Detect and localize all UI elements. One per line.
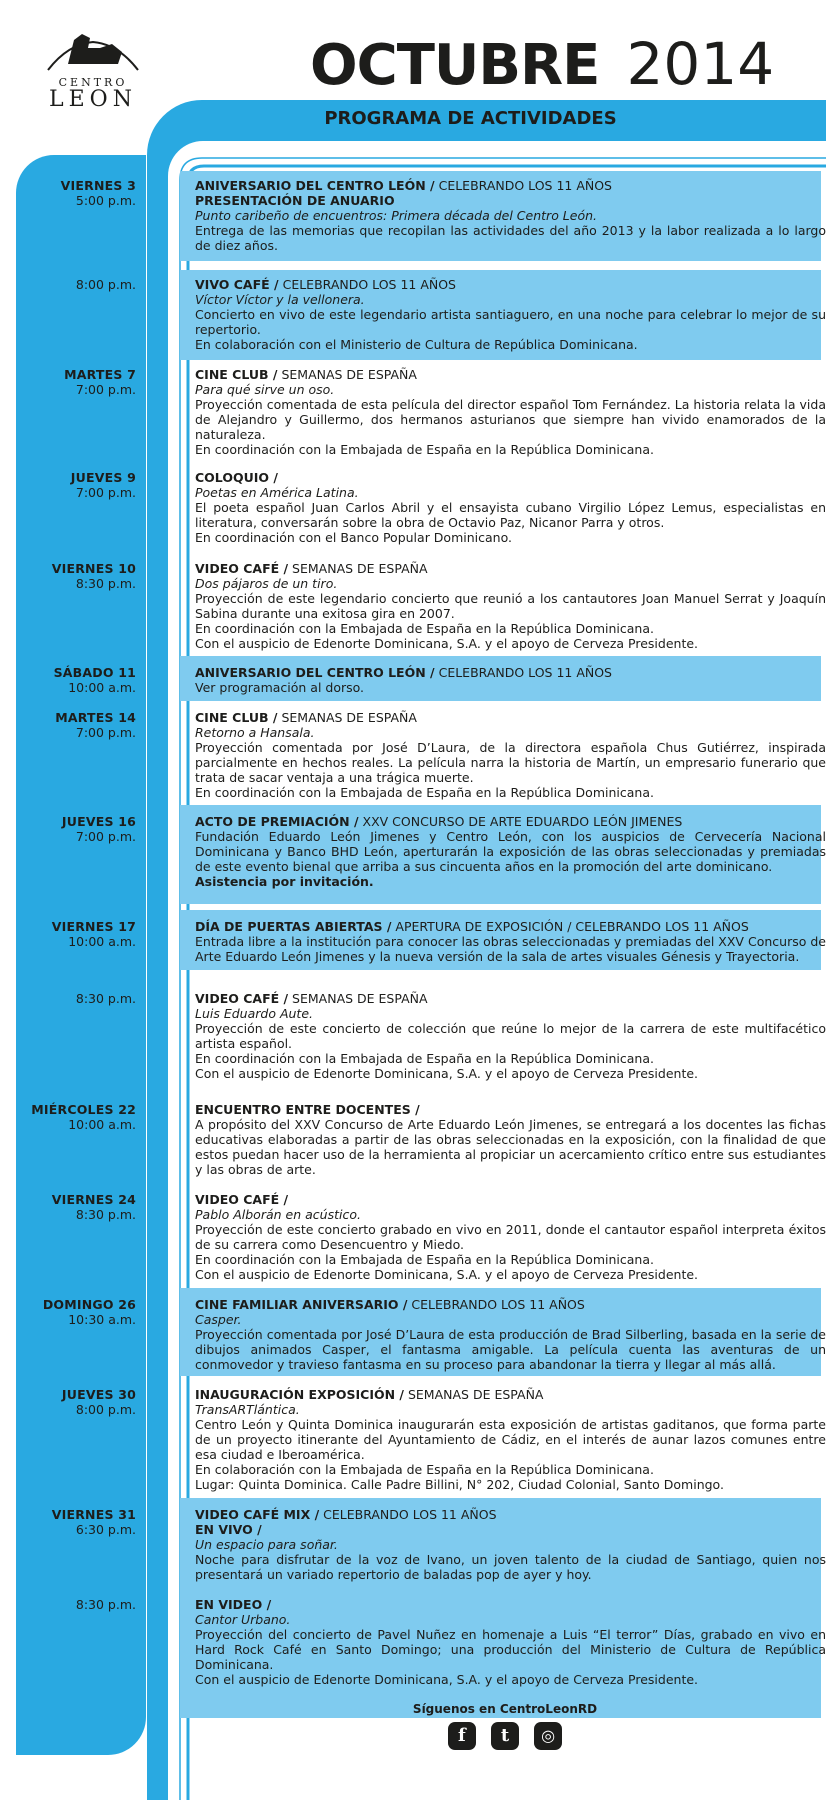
event-subcategory: CELEBRANDO LOS 11 AÑOS — [438, 178, 612, 193]
event-item — [195, 277, 826, 352]
event-subcategory: CELEBRANDO LOS 11 AÑOS — [438, 665, 612, 680]
event-date: JUEVES 9 — [70, 470, 136, 485]
event-category: ANIVERSARIO DEL CENTRO LEÓN / — [195, 178, 435, 193]
event-description: Con el auspicio de Edenorte Dominicana, S.A. y el apoyo de Cerveza Presidente. — [195, 1267, 699, 1282]
event-item — [195, 1597, 826, 1687]
event-time: 8:30 p.m. — [75, 991, 136, 1006]
event-category: CINE CLUB / — [195, 710, 278, 725]
twitter-icon[interactable]: t — [491, 1722, 519, 1750]
event-description: Concierto en vivo de este legendario artista santiaguero, en una noche para celebrar lo mejor de su repertorio. — [195, 307, 826, 337]
event-time: 8:30 p.m. — [75, 576, 136, 591]
event-date: JUEVES 16 — [61, 814, 136, 829]
event-date-time — [55, 710, 136, 740]
event-date-time — [64, 367, 136, 397]
event-description: En colaboración con la Embajada de España en la República Dominicana. — [195, 1462, 654, 1477]
event-time: 10:00 a.m. — [68, 680, 136, 695]
event-item — [195, 561, 826, 651]
logo-small-text: CENTRO — [58, 76, 128, 89]
facebook-icon[interactable]: f — [448, 1722, 476, 1750]
event-description: En colaboración con el Ministerio de Cultura de República Dominicana. — [195, 337, 638, 352]
event-category: ENCUENTRO ENTRE DOCENTES / — [195, 1102, 420, 1117]
event-subcategory: CELEBRANDO LOS 11 AÑOS — [411, 1297, 585, 1312]
event-description: Centro León y Quinta Dominica inaugurarán esta exposición de artistas gaditanos, que forma parte de un proyecto itinerante del Ayuntamiento de Cádiz, en el interés de aunar lazos comunes entre esa ciudad e Iberoamérica. — [195, 1417, 826, 1462]
event-title: Dos pájaros de un tiro. — [195, 576, 338, 591]
lion-icon — [38, 30, 148, 74]
event-description: Noche para disfrutar de la voz de Ivano, un joven talento de la ciudad de Santiago, quien nos presentará un variado repertorio de baladas pop de ayer y hoy. — [195, 1552, 826, 1582]
event-heading — [195, 1297, 826, 1312]
event-category: ANIVERSARIO DEL CENTRO LEÓN / — [195, 665, 435, 680]
event-title: Casper. — [195, 1312, 242, 1327]
event-date-time — [71, 470, 136, 500]
event-date: SÁBADO 11 — [53, 665, 136, 680]
event-description: Ver programación al dorso. — [195, 680, 365, 695]
event-title: Punto caribeño de encuentros: Primera década del Centro León. — [195, 208, 598, 223]
event-heading — [195, 1102, 826, 1117]
event-heading — [195, 991, 826, 1006]
event-item — [195, 919, 826, 964]
event-date: VIERNES 31 — [51, 1507, 136, 1522]
event-title: Retorno a Hansala. — [195, 725, 315, 740]
date-column — [16, 155, 136, 1755]
event-extra-heading: EN VIVO / — [195, 1522, 262, 1537]
event-time: 10:00 a.m. — [68, 1117, 136, 1132]
event-description: Proyección comentada por José D’Laura de esta producción de Brad Silberling, basada en la serie de dibujos animados Casper, el fantasma amigable. La película cuenta las aventuras de un conmovedor y travieso fantasma en su proceso para abandonar la tierra y llegar al más allá. — [195, 1327, 826, 1372]
event-category: VIVO CAFÉ / — [195, 277, 279, 292]
event-time: 6:30 p.m. — [75, 1522, 136, 1537]
event-date-time — [61, 178, 136, 208]
event-description: Proyección de este concierto grabado en vivo en 2011, donde el cantautor español interpreta éxitos de su carrera como Desencuentro y Miedo. — [195, 1222, 826, 1252]
event-subcategory: CELEBRANDO LOS 11 AÑOS — [323, 1507, 497, 1522]
event-date: MARTES 7 — [64, 367, 136, 382]
event-heading — [195, 367, 826, 382]
event-description: Con el auspicio de Edenorte Dominicana, S.A. y el apoyo de Cerveza Presidente. — [195, 636, 699, 651]
event-time: 10:30 a.m. — [68, 1312, 136, 1327]
event-title: Poetas en América Latina. — [195, 485, 359, 500]
event-category: VIDEO CAFÉ / — [195, 991, 289, 1006]
event-description: En coordinación con la Embajada de España en la República Dominicana. — [195, 1051, 654, 1066]
event-item — [195, 1102, 826, 1177]
event-note: Asistencia por invitación. — [195, 874, 374, 889]
event-description: Entrega de las memorias que recopilan las actividades del año 2013 y la labor realizada a lo largo de diez años. — [195, 223, 826, 253]
event-time: 7:00 p.m. — [75, 829, 136, 844]
event-description: Con el auspicio de Edenorte Dominicana, S.A. y el apoyo de Cerveza Presidente. — [195, 1672, 699, 1687]
event-time: 8:00 p.m. — [75, 277, 136, 292]
event-date: MIÉRCOLES 22 — [31, 1102, 136, 1117]
event-date-time — [62, 814, 136, 844]
event-description: Con el auspicio de Edenorte Dominicana, S.A. y el apoyo de Cerveza Presidente. — [195, 1066, 699, 1081]
event-description: Proyección comentada por José D’Laura, de la directora española Chus Gutiérrez, inspirada parcialmente en hechos reales. La película narra la historia de Martín, un empresario funerario que trata de sacar ventaja a una trágica muerte. — [195, 740, 826, 785]
event-category: ACTO DE PREMIACIÓN / — [195, 814, 359, 829]
event-item — [195, 1297, 826, 1372]
event-description: Proyección comentada de esta película del director español Tom Fernández. La historia relata la vida de Alejandro y Guillermo, dos hermanos asturianos que siempre han vivido enamorados de la naturaleza. — [195, 397, 826, 442]
event-title: TransARTlántica. — [195, 1402, 300, 1417]
event-time: 8:30 p.m. — [75, 1597, 136, 1612]
follow-text: Síguenos en CentroLeonRD — [412, 1702, 598, 1716]
event-date-time — [76, 1597, 136, 1612]
footer — [380, 1702, 630, 1750]
event-heading — [195, 277, 826, 292]
event-title: Cantor Urbano. — [195, 1612, 291, 1627]
centro-leon-logo — [28, 30, 158, 130]
event-description: Lugar: Quinta Dominica. Calle Padre Billini, N° 202, Ciudad Colonial, Santo Domingo. — [195, 1477, 724, 1492]
event-category: EN VIDEO / — [195, 1597, 272, 1612]
event-description: Proyección de este legendario concierto que reunió a los cantautores Joan Manuel Serrat y Joaquín Sabina durante una exitosa gira en 2007. — [195, 591, 826, 621]
page-title — [310, 30, 774, 100]
event-date: JUEVES 30 — [61, 1387, 136, 1402]
event-description: En coordinación con la Embajada de España en la República Dominicana. — [195, 621, 654, 636]
event-date-time — [52, 1507, 136, 1537]
event-subcategory: APERTURA DE EXPOSICIÓN / CELEBRANDO LOS 11 AÑOS — [395, 919, 749, 934]
event-subcategory: SEMANAS DE ESPAÑA — [292, 561, 428, 576]
event-category: CINE CLUB / — [195, 367, 278, 382]
event-item — [195, 1507, 826, 1582]
event-heading — [195, 1192, 826, 1207]
event-subcategory: CELEBRANDO LOS 11 AÑOS — [282, 277, 456, 292]
event-date: VIERNES 24 — [51, 1192, 136, 1207]
event-category: VIDEO CAFÉ / — [195, 1192, 289, 1207]
event-date-time — [43, 1297, 136, 1327]
event-heading — [195, 470, 826, 485]
event-category: INAUGURACIÓN EXPOSICIÓN / — [195, 1387, 404, 1402]
event-item — [195, 710, 826, 800]
event-item — [195, 814, 826, 889]
event-date: VIERNES 17 — [51, 919, 136, 934]
instagram-icon[interactable]: ◎ — [534, 1722, 562, 1750]
event-subcategory: SEMANAS DE ESPAÑA — [292, 991, 428, 1006]
event-date-time — [76, 277, 136, 292]
event-date-time — [54, 665, 136, 695]
event-title: Luis Eduardo Aute. — [195, 1006, 313, 1021]
event-subcategory: XXV CONCURSO DE ARTE EDUARDO LEÓN JIMENES — [362, 814, 683, 829]
event-description: Entrada libre a la institución para conocer las obras seleccionadas y premiadas del XXV Concurso de Arte Eduardo León Jimenes y la nueva versión de la sala de artes visuales Génesis y Trayectoria. — [195, 934, 826, 964]
logo-big-text: LEON — [49, 87, 137, 112]
event-heading — [195, 1507, 826, 1522]
event-heading — [195, 665, 826, 680]
event-date-time — [52, 1192, 136, 1222]
event-item — [195, 991, 826, 1081]
event-heading — [195, 1597, 826, 1612]
event-title: Pablo Alborán en acústico. — [195, 1207, 361, 1222]
event-date-time — [52, 561, 136, 591]
event-item — [195, 665, 826, 695]
event-time: 10:00 a.m. — [68, 934, 136, 949]
event-date-time — [31, 1102, 136, 1132]
event-title: Para qué sirve un oso. — [195, 382, 335, 397]
event-category: VIDEO CAFÉ MIX / — [195, 1507, 320, 1522]
event-extra-heading: PRESENTACIÓN DE ANUARIO — [195, 193, 395, 208]
event-subcategory: SEMANAS DE ESPAÑA — [281, 710, 417, 725]
event-item — [195, 1387, 826, 1492]
event-time: 7:00 p.m. — [75, 382, 136, 397]
event-date: DOMINGO 26 — [42, 1297, 136, 1312]
event-description: En coordinación con el Banco Popular Dominicano. — [195, 530, 512, 545]
event-date-time — [76, 991, 136, 1006]
event-description: En coordinación con la Embajada de España en la República Dominicana. — [195, 785, 654, 800]
program-subtitle: PROGRAMA DE ACTIVIDADES — [324, 108, 617, 129]
event-heading — [195, 1387, 826, 1402]
event-subcategory: SEMANAS DE ESPAÑA — [407, 1387, 544, 1402]
event-date-time — [52, 919, 136, 949]
event-title: Víctor Víctor y la vellonera. — [195, 292, 365, 307]
event-subcategory: SEMANAS DE ESPAÑA — [281, 367, 417, 382]
event-description: En coordinación con la Embajada de España en la República Dominicana. — [195, 442, 654, 457]
event-item — [195, 367, 826, 457]
event-description: Proyección de este concierto de colección que reúne lo mejor de la carrera de este multifacético artista español. — [195, 1021, 826, 1051]
title-year: 2014 — [626, 30, 775, 98]
event-item — [195, 178, 826, 253]
event-description: El poeta español Juan Carlos Abril y el ensayista cubano Virgilio López Lemus, especialistas en literatura, conversarán sobre la obra de Octavio Paz, Nicanor Parra y otros. — [195, 500, 826, 530]
event-heading — [195, 178, 826, 193]
event-heading — [195, 710, 826, 725]
event-date: VIERNES 10 — [51, 561, 136, 576]
event-description: Fundación Eduardo León Jimenes y Centro León, con los auspicios de Cervecería Nacional Dominicana y Banco BHD León, aperturarán la exposición de las obras seleccionadas y premiadas de este evento bienal que arriba a sus cincuenta años en la promoción del arte dominicano. — [195, 829, 826, 874]
event-heading — [195, 814, 826, 829]
event-time: 5:00 p.m. — [75, 193, 136, 208]
event-description: Proyección del concierto de Pavel Nuñez en homenaje a Luis “El terror” Días, grabado en vivo en Hard Rock Café en Santo Domingo; una producción del Ministerio de Cultura de República Dominicana. — [195, 1627, 826, 1672]
event-date: MARTES 14 — [55, 710, 136, 725]
event-heading — [195, 561, 826, 576]
event-time: 8:00 p.m. — [75, 1402, 136, 1417]
event-time: 7:00 p.m. — [75, 725, 136, 740]
event-heading — [195, 919, 826, 934]
event-title: Un espacio para soñar. — [195, 1537, 338, 1552]
event-item — [195, 470, 826, 545]
event-date-time — [62, 1387, 136, 1417]
event-time: 7:00 p.m. — [75, 485, 136, 500]
event-time: 8:30 p.m. — [75, 1207, 136, 1222]
event-category: CINE FAMILIAR ANIVERSARIO / — [195, 1297, 408, 1312]
event-category: COLOQUIO / — [195, 470, 278, 485]
title-month: OCTUBRE — [310, 33, 600, 98]
event-category: VIDEO CAFÉ / — [195, 561, 289, 576]
event-category: DÍA DE PUERTAS ABIERTAS / — [195, 919, 392, 934]
event-description: En coordinación con la Embajada de España en la República Dominicana. — [195, 1252, 654, 1267]
event-item — [195, 1192, 826, 1282]
event-date: VIERNES 3 — [60, 178, 136, 193]
event-description: A propósito del XXV Concurso de Arte Eduardo León Jimenes, se entregará a los docentes las fichas educativas elaboradas a partir de las obras seleccionadas en la exposición, con la finalidad de que estos puedan hacer uso de la herramienta al propiciar un acercamiento crítico entre sus estudiantes y las obras de arte. — [195, 1117, 826, 1177]
